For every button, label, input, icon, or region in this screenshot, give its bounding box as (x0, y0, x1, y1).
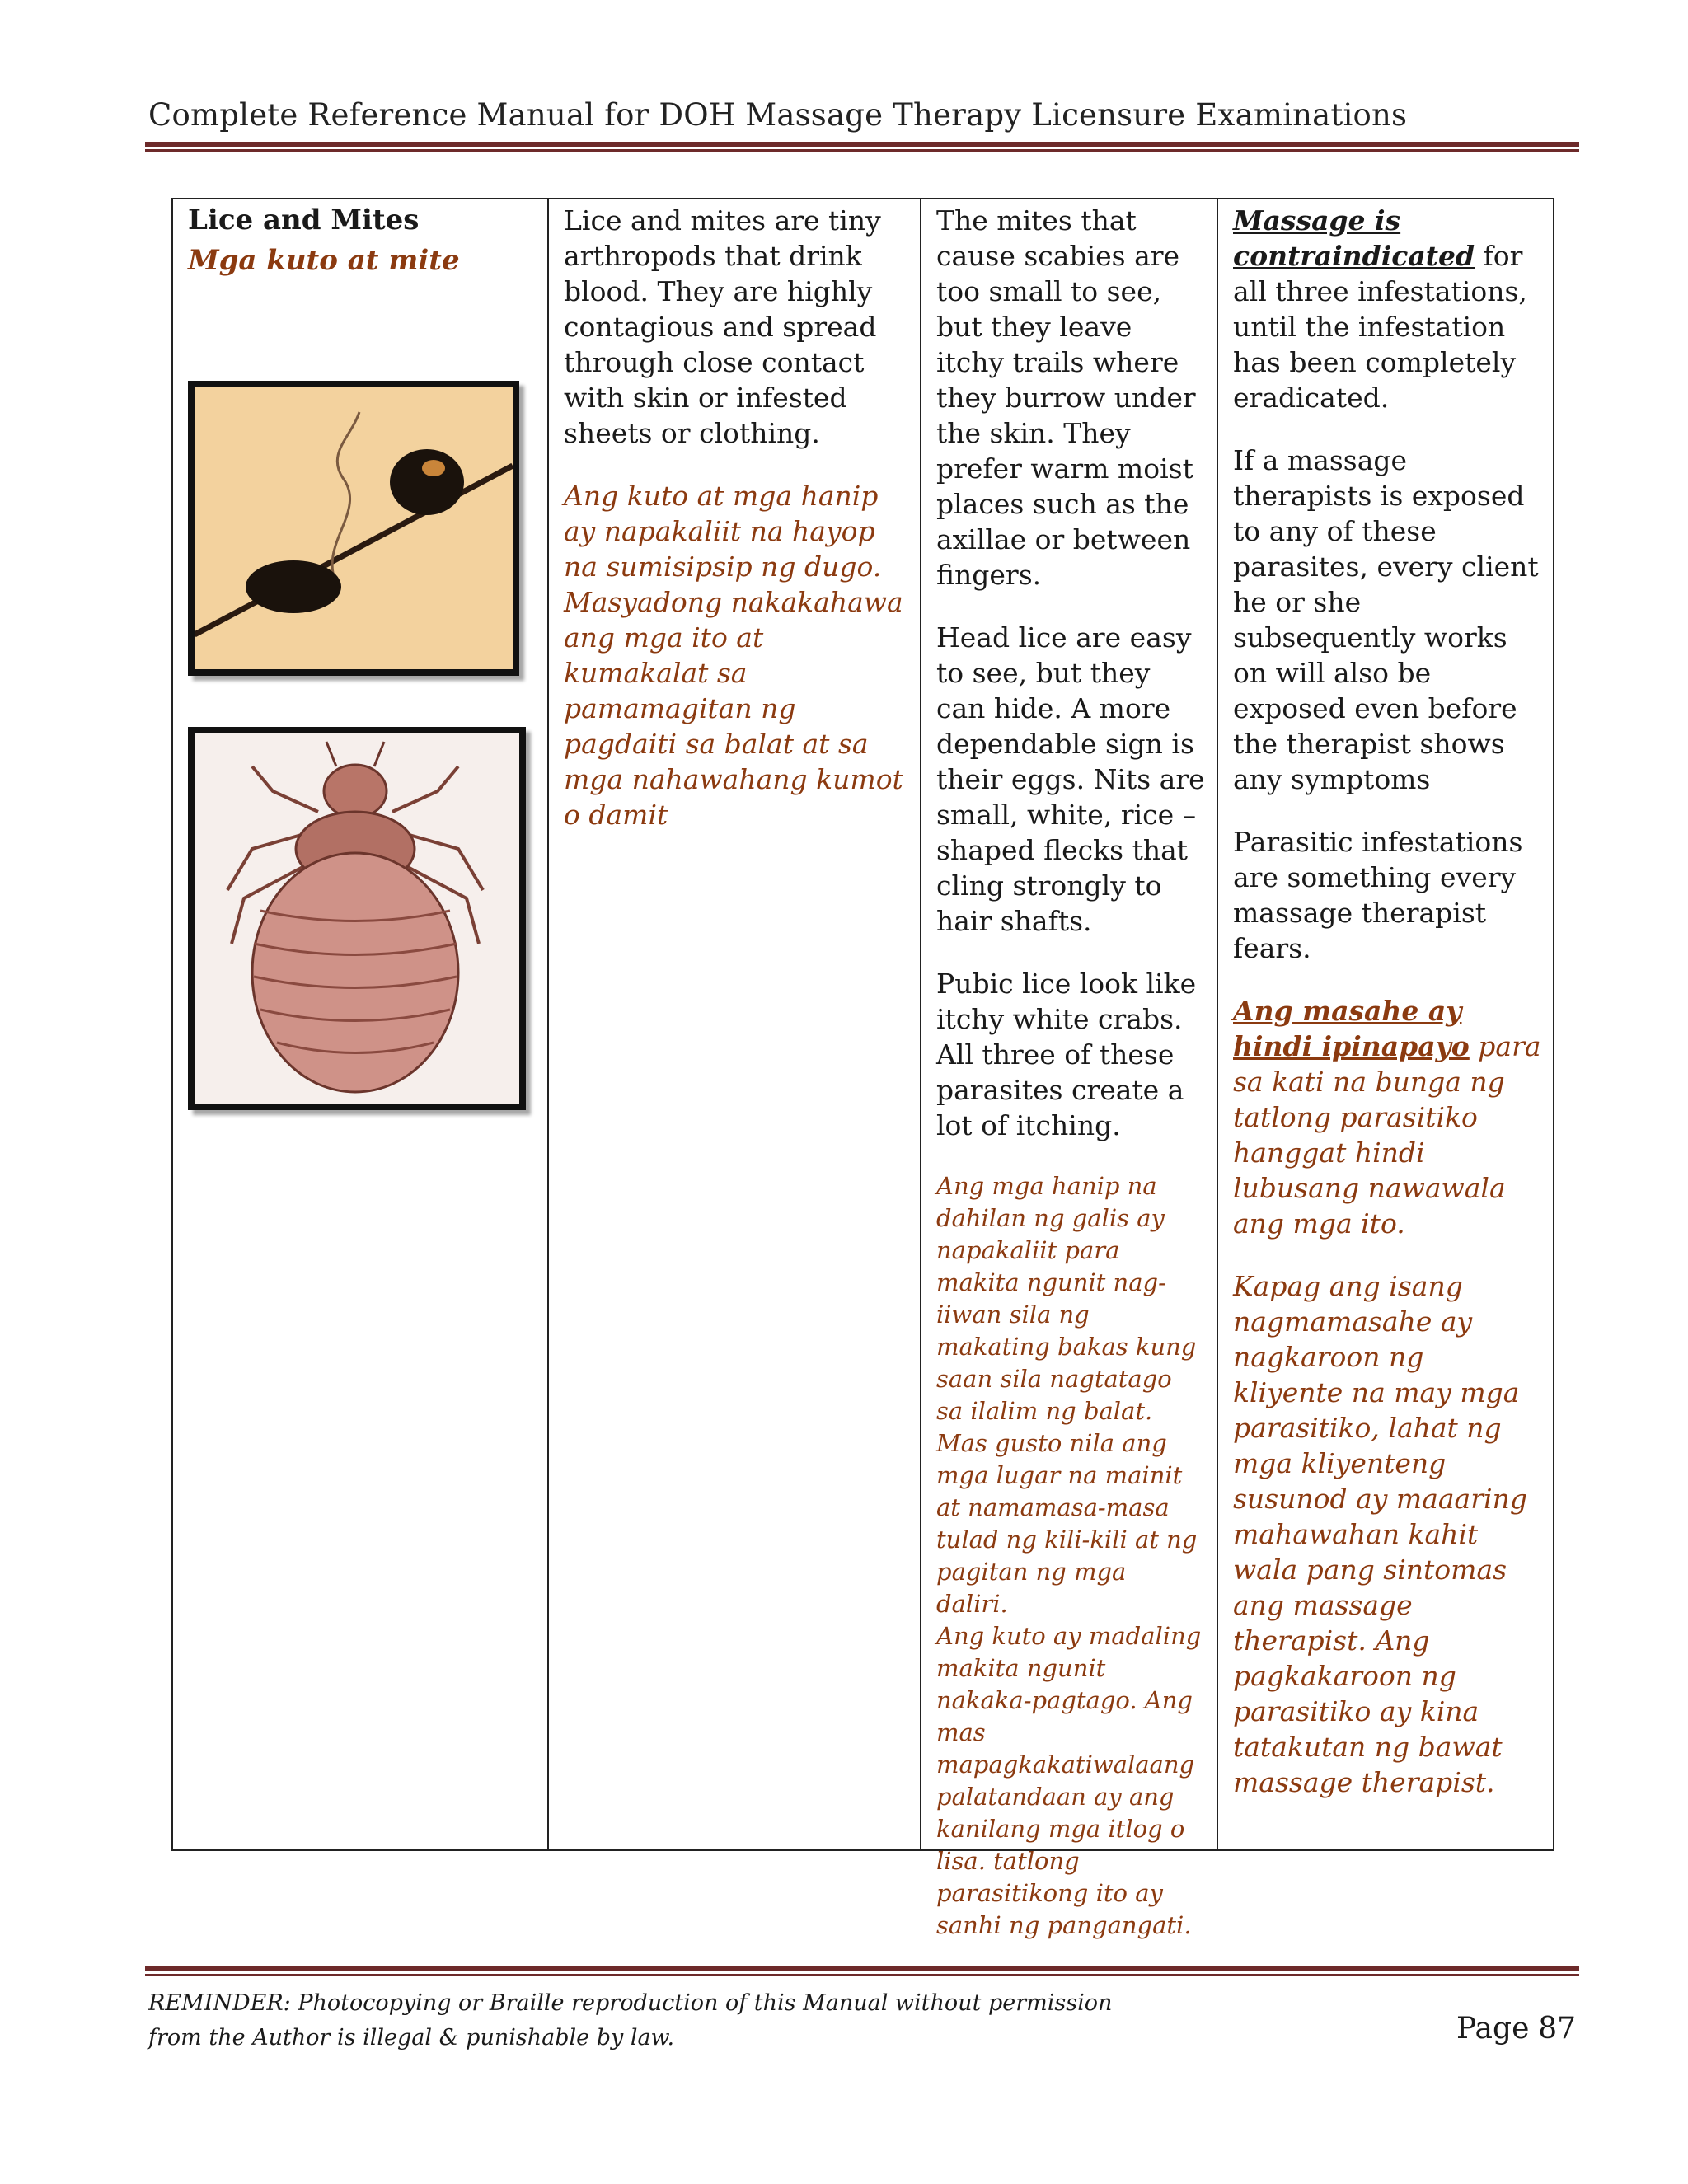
table-cell-condition (173, 199, 549, 1849)
footer-reminder (148, 1986, 1112, 2055)
page-number (1456, 2012, 1576, 2046)
signs-english-pubic-lice: Pubic lice look like itchy white crabs. All three of these parasites create a lot of itching. (936, 968, 1197, 1141)
footer-reminder-line2: from the Author is illegal & punishable by law. (148, 2025, 675, 2050)
signs-english-head-lice: Head lice are easy to see, but they can hide. A more dependable sign is their eggs. Nits are small, white, rice – shaped flecks that cling strongly to hair shafts. (936, 621, 1205, 937)
footer-reminder-line1: REMINDER: Photocopying or Braille reproduction of this Manual without permission (148, 1990, 1113, 2016)
table-cell-massage (1218, 199, 1553, 1849)
description-filipino: Ang kuto at mga hanip ay napakaliit na hayop na sumisipsip ng dugo. Masyadong nakakahawa ang mga ito at kumakalat sa pamamagitan ng pagdaiti sa balat at sa mga nahawahang kumot o damit (564, 480, 903, 831)
louse-image (195, 733, 519, 1104)
nit-on-hair-image (195, 387, 513, 669)
description-english: Lice and mites are tiny arthropods that drink blood. They are highly contagious and spread through close contact with skin or infested sheets or clothing. (564, 204, 881, 449)
page-label: Page (1456, 2012, 1530, 2046)
signs-filipino-lice: Ang kuto ay madaling makita ngunit nakaka-pagtago. Ang mas mapagkakatiwalaang palatandaan ay ang kanilang mga itlog o lisa. tatlong parasitikong ito ay sanhi ng pangangati. (936, 1622, 1202, 1939)
page-header-title: Complete Reference Manual for DOH Massage Therapy Licensure Examinations (148, 97, 1408, 133)
massage-filipino-contraindication (1233, 993, 1541, 1241)
massage-filipino-exposure: Kapag ang isang nagmamasahe ay nagkaroon ng kliyente na may mga parasitiko, lahat ng mga kliyenteng susunod ay maaaring mahawahan kahit wala pang sintomas ang massage therapist. Ang pagkakaroon ng parasitiko ay kina tatakutan ng bawat massage therapist. (1233, 1270, 1527, 1798)
contraindication-emphasis: Massage is contraindicated (1233, 204, 1475, 272)
signs-english-scabies: The mites that cause scabies are too small to see, but they leave itchy trails where they burrow under the skin. They prefer warm moist places such as the axillae or between fingers. (936, 204, 1196, 591)
header-rule (145, 142, 1579, 147)
louse-illustration (188, 727, 526, 1110)
table-cell-description (549, 199, 921, 1849)
nit-photo (188, 381, 519, 676)
massage-english-fear: Parasitic infestations are something every massage therapist fears. (1233, 826, 1523, 964)
condition-table (171, 198, 1554, 1939)
condition-subtitle: Mga kuto at mite (188, 244, 460, 277)
page-number-value: 87 (1538, 2012, 1576, 2046)
contraindication-rest: for all three infestations, until the infestation has been completely eradicated. (1233, 240, 1527, 414)
condition-title: Lice and Mites (188, 204, 420, 237)
header-rule-thin (145, 149, 1579, 152)
table-cell-signs (921, 199, 1218, 1939)
massage-english-contraindication (1233, 203, 1541, 415)
footer-rule (145, 1966, 1579, 1971)
footer-rule-thin (145, 1974, 1579, 1976)
massage-english-exposure: If a massage therapists is exposed to any of these parasites, every client he or she subsequently works on will also be exposed even before the therapist shows any symptoms (1233, 444, 1539, 795)
signs-filipino-scabies: Ang mga hanip na dahilan ng galis ay napakaliit para makita ngunit nag-iiwan sila ng makating bakas kung saan sila nagtatago sa ilalim ng balat. Mas gusto nila ang mga lugar na mainit at namamasa-masa tulad ng kili-kili at ng pagitan ng mga daliri. (936, 1172, 1198, 1618)
filipino-contraindication-rest: para sa kati na bunga ng tatlong parasitiko hanggat hindi lubusang nawawala ang mga ito. (1233, 1030, 1541, 1240)
filipino-emphasis: Ang masahe ay hindi ipinapayo (1233, 995, 1470, 1062)
